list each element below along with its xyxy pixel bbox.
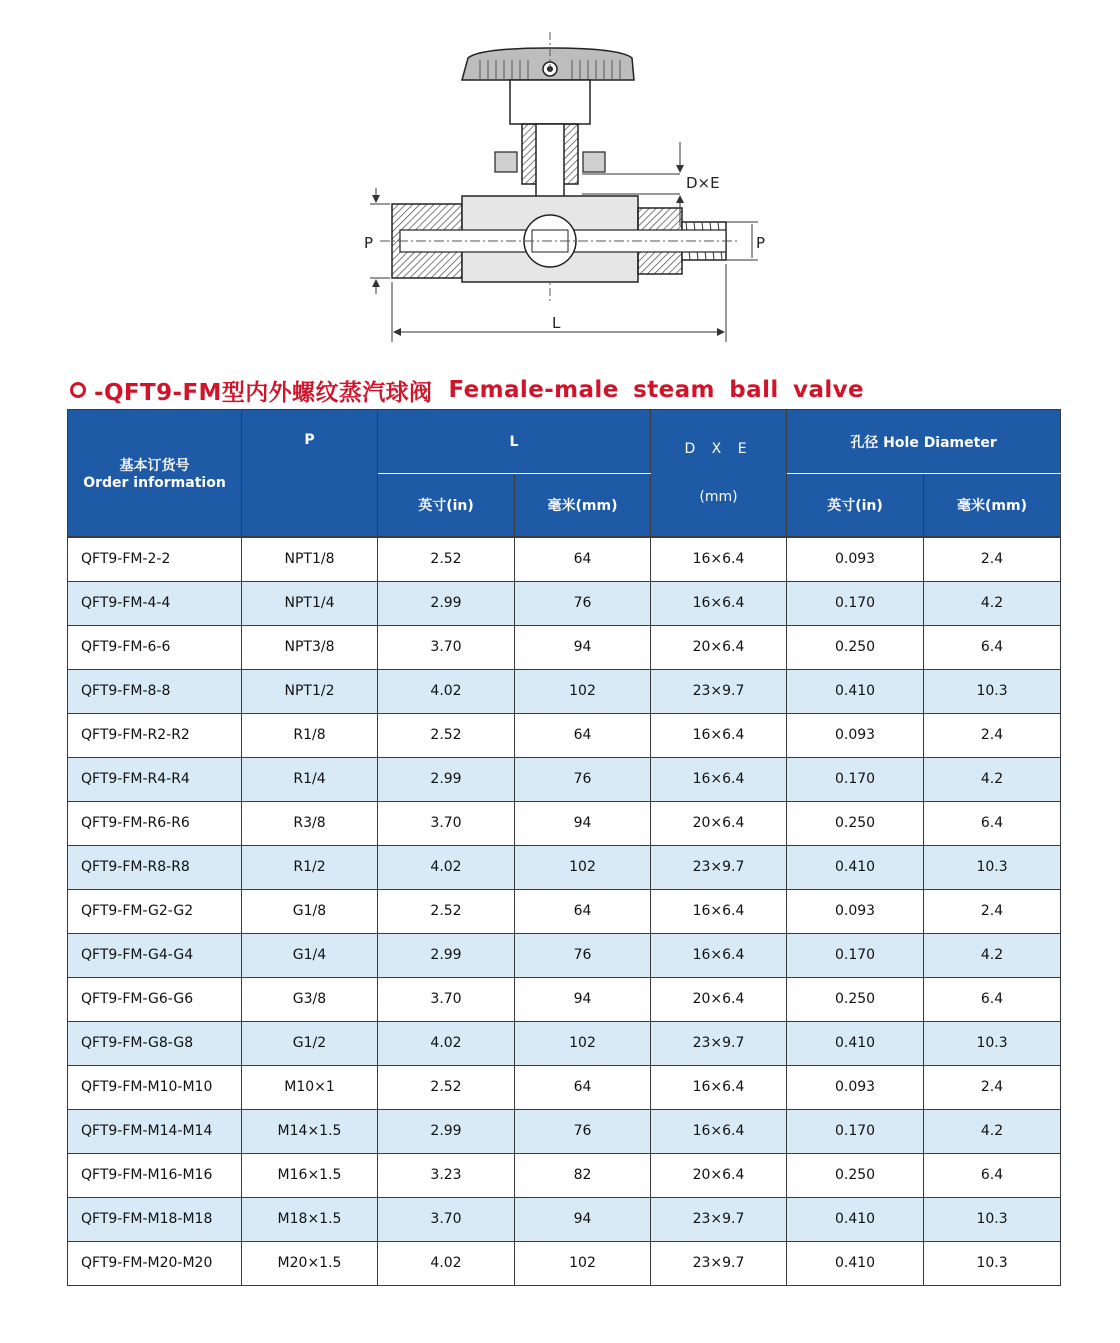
table-row (68, 669, 1061, 713)
header-dxe-unit: (mm) (699, 488, 738, 505)
cell-l-mm: 64 (515, 537, 651, 582)
cell-order: QFT9-FM-G6-G6 (68, 977, 242, 1021)
cell-l-in: 2.52 (378, 889, 515, 933)
dim-l-label: L (552, 314, 561, 332)
cell-l-in: 2.52 (378, 713, 515, 757)
cell-order: QFT9-FM-8-8 (68, 669, 242, 713)
cell-l-in: 3.70 (378, 1197, 515, 1241)
cell-hole-mm: 4.2 (924, 757, 1061, 801)
header-l-in: 英寸(in) (378, 474, 515, 537)
cell-l-mm: 64 (515, 1065, 651, 1109)
cell-l-in: 4.02 (378, 669, 515, 713)
cell-l-in: 3.70 (378, 801, 515, 845)
cell-order: QFT9-FM-2-2 (68, 537, 242, 582)
cell-dxe: 20×6.4 (651, 977, 787, 1021)
cell-hole-mm: 6.4 (924, 1153, 1061, 1197)
cell-p: NPT3/8 (242, 625, 378, 669)
cell-order: QFT9-FM-R2-R2 (68, 713, 242, 757)
cell-l-mm: 76 (515, 933, 651, 977)
cell-hole-in: 0.410 (787, 669, 924, 713)
cell-l-mm: 64 (515, 889, 651, 933)
cell-dxe: 20×6.4 (651, 801, 787, 845)
header-hole-in: 英寸(in) (787, 474, 924, 537)
table-row (68, 1065, 1061, 1109)
cell-l-in: 3.23 (378, 1153, 515, 1197)
cell-order: QFT9-FM-G2-G2 (68, 889, 242, 933)
cell-l-mm: 76 (515, 1109, 651, 1153)
cell-hole-mm: 4.2 (924, 1109, 1061, 1153)
cell-l-in: 2.52 (378, 1065, 515, 1109)
spec-table (67, 409, 1061, 1286)
cell-order: QFT9-FM-4-4 (68, 581, 242, 625)
cell-hole-in: 0.250 (787, 625, 924, 669)
table-row (68, 977, 1061, 1021)
cell-l-in: 2.99 (378, 933, 515, 977)
cell-order: QFT9-FM-M14-M14 (68, 1109, 242, 1153)
cell-p: G1/8 (242, 889, 378, 933)
cell-hole-mm: 10.3 (924, 1021, 1061, 1065)
table-row (68, 889, 1061, 933)
cell-dxe: 16×6.4 (651, 933, 787, 977)
cell-p: M18×1.5 (242, 1197, 378, 1241)
cell-dxe: 16×6.4 (651, 537, 787, 582)
header-l-mm: 毫米(mm) (515, 474, 651, 537)
cell-l-mm: 102 (515, 669, 651, 713)
cell-hole-mm: 2.4 (924, 889, 1061, 933)
valve-technical-drawing (350, 12, 770, 352)
cell-order: QFT9-FM-M18-M18 (68, 1197, 242, 1241)
dim-p-right-label: P (756, 234, 766, 252)
table-row (68, 625, 1061, 669)
cell-order: QFT9-FM-M16-M16 (68, 1153, 242, 1197)
cell-hole-in: 0.093 (787, 713, 924, 757)
header-dxe (651, 410, 787, 537)
cell-l-mm: 102 (515, 1021, 651, 1065)
cell-l-mm: 64 (515, 713, 651, 757)
cell-dxe: 23×9.7 (651, 845, 787, 889)
cell-p: R1/8 (242, 713, 378, 757)
cell-hole-mm: 4.2 (924, 933, 1061, 977)
cell-p: M10×1 (242, 1065, 378, 1109)
table-row (68, 1197, 1061, 1241)
cell-hole-mm: 10.3 (924, 1197, 1061, 1241)
cell-l-in: 2.99 (378, 581, 515, 625)
cell-l-in: 4.02 (378, 1021, 515, 1065)
cell-l-mm: 102 (515, 1241, 651, 1285)
cell-p: M20×1.5 (242, 1241, 378, 1285)
cell-hole-mm: 10.3 (924, 845, 1061, 889)
cell-hole-mm: 10.3 (924, 1241, 1061, 1285)
cell-p: R1/4 (242, 757, 378, 801)
cell-hole-mm: 2.4 (924, 713, 1061, 757)
cell-hole-in: 0.170 (787, 1109, 924, 1153)
table-row (68, 713, 1061, 757)
cell-hole-in: 0.170 (787, 581, 924, 625)
cell-order: QFT9-FM-R4-R4 (68, 757, 242, 801)
cell-l-mm: 76 (515, 581, 651, 625)
cell-hole-in: 0.093 (787, 889, 924, 933)
table-row (68, 581, 1061, 625)
cell-hole-in: 0.093 (787, 537, 924, 582)
cell-dxe: 16×6.4 (651, 889, 787, 933)
cell-l-in: 2.99 (378, 757, 515, 801)
cell-p: R1/2 (242, 845, 378, 889)
table-row (68, 1021, 1061, 1065)
cell-hole-in: 0.410 (787, 1197, 924, 1241)
table-row (68, 1153, 1061, 1197)
cell-l-mm: 102 (515, 845, 651, 889)
cell-dxe: 16×6.4 (651, 1109, 787, 1153)
spec-table-body (68, 537, 1061, 1286)
cell-p: M14×1.5 (242, 1109, 378, 1153)
cell-hole-in: 0.170 (787, 933, 924, 977)
cell-hole-in: 0.410 (787, 1021, 924, 1065)
cell-l-mm: 94 (515, 1197, 651, 1241)
cell-l-mm: 94 (515, 625, 651, 669)
cell-hole-mm: 4.2 (924, 581, 1061, 625)
table-row (68, 1241, 1061, 1285)
cell-hole-in: 0.250 (787, 1153, 924, 1197)
cell-l-mm: 94 (515, 801, 651, 845)
header-hole-mm: 毫米(mm) (924, 474, 1061, 537)
cell-hole-mm: 10.3 (924, 669, 1061, 713)
cell-p: NPT1/2 (242, 669, 378, 713)
cell-dxe: 23×9.7 (651, 1197, 787, 1241)
header-hole-diameter: 孔径 Hole Diameter (787, 410, 1061, 474)
cell-dxe: 23×9.7 (651, 1241, 787, 1285)
cell-p: R3/8 (242, 801, 378, 845)
cell-hole-in: 0.410 (787, 1241, 924, 1285)
cell-l-mm: 76 (515, 757, 651, 801)
cell-l-in: 4.02 (378, 1241, 515, 1285)
cell-l-mm: 94 (515, 977, 651, 1021)
cell-l-in: 2.52 (378, 537, 515, 582)
cell-hole-in: 0.250 (787, 977, 924, 1021)
cell-order: QFT9-FM-R6-R6 (68, 801, 242, 845)
cell-p: G1/2 (242, 1021, 378, 1065)
cell-p: NPT1/4 (242, 581, 378, 625)
header-p: P (242, 410, 378, 537)
cell-order: QFT9-FM-G4-G4 (68, 933, 242, 977)
table-row (68, 845, 1061, 889)
cell-p: NPT1/8 (242, 537, 378, 582)
header-order-cn: 基本订货号 (119, 457, 190, 474)
cell-order: QFT9-FM-M10-M10 (68, 1065, 242, 1109)
table-row (68, 757, 1061, 801)
cell-hole-mm: 6.4 (924, 801, 1061, 845)
stem-bonnet (495, 80, 605, 200)
cell-hole-in: 0.250 (787, 801, 924, 845)
cell-order: QFT9-FM-6-6 (68, 625, 242, 669)
cell-l-mm: 82 (515, 1153, 651, 1197)
cell-order: QFT9-FM-M20-M20 (68, 1241, 242, 1285)
cell-dxe: 23×9.7 (651, 669, 787, 713)
cell-p: G1/4 (242, 933, 378, 977)
table-row (68, 801, 1061, 845)
cell-p: G3/8 (242, 977, 378, 1021)
section-title (70, 372, 864, 408)
cell-order: QFT9-FM-R8-R8 (68, 845, 242, 889)
header-l: L (378, 410, 651, 474)
cell-dxe: 16×6.4 (651, 713, 787, 757)
cell-hole-in: 0.170 (787, 757, 924, 801)
cell-p: M16×1.5 (242, 1153, 378, 1197)
cell-hole-mm: 6.4 (924, 977, 1061, 1021)
cell-hole-in: 0.410 (787, 845, 924, 889)
table-row (68, 1109, 1061, 1153)
cell-l-in: 3.70 (378, 977, 515, 1021)
header-order-information (68, 410, 242, 537)
cell-dxe: 20×6.4 (651, 625, 787, 669)
cell-l-in: 4.02 (378, 845, 515, 889)
cell-hole-mm: 6.4 (924, 625, 1061, 669)
circle-bullet-icon (70, 382, 86, 398)
cell-hole-mm: 2.4 (924, 537, 1061, 582)
header-dxe-label: D X E (684, 440, 753, 457)
cell-l-in: 3.70 (378, 625, 515, 669)
valve-body (380, 196, 740, 282)
cell-hole-mm: 2.4 (924, 1065, 1061, 1109)
dim-dxe-label: D×E (686, 174, 720, 192)
cell-dxe: 23×9.7 (651, 1021, 787, 1065)
dim-p-left-label: P (364, 234, 374, 252)
cell-hole-in: 0.093 (787, 1065, 924, 1109)
title-chinese: -QFT9-FM型内外螺纹蒸汽球阀 (94, 379, 433, 406)
cell-dxe: 20×6.4 (651, 1153, 787, 1197)
cell-order: QFT9-FM-G8-G8 (68, 1021, 242, 1065)
cell-l-in: 2.99 (378, 1109, 515, 1153)
cell-dxe: 16×6.4 (651, 757, 787, 801)
cell-dxe: 16×6.4 (651, 1065, 787, 1109)
title-english: Female-male steam ball valve (448, 377, 865, 403)
table-row (68, 933, 1061, 977)
cell-dxe: 16×6.4 (651, 581, 787, 625)
table-row (68, 537, 1061, 582)
header-order-en: Order information (83, 474, 226, 491)
